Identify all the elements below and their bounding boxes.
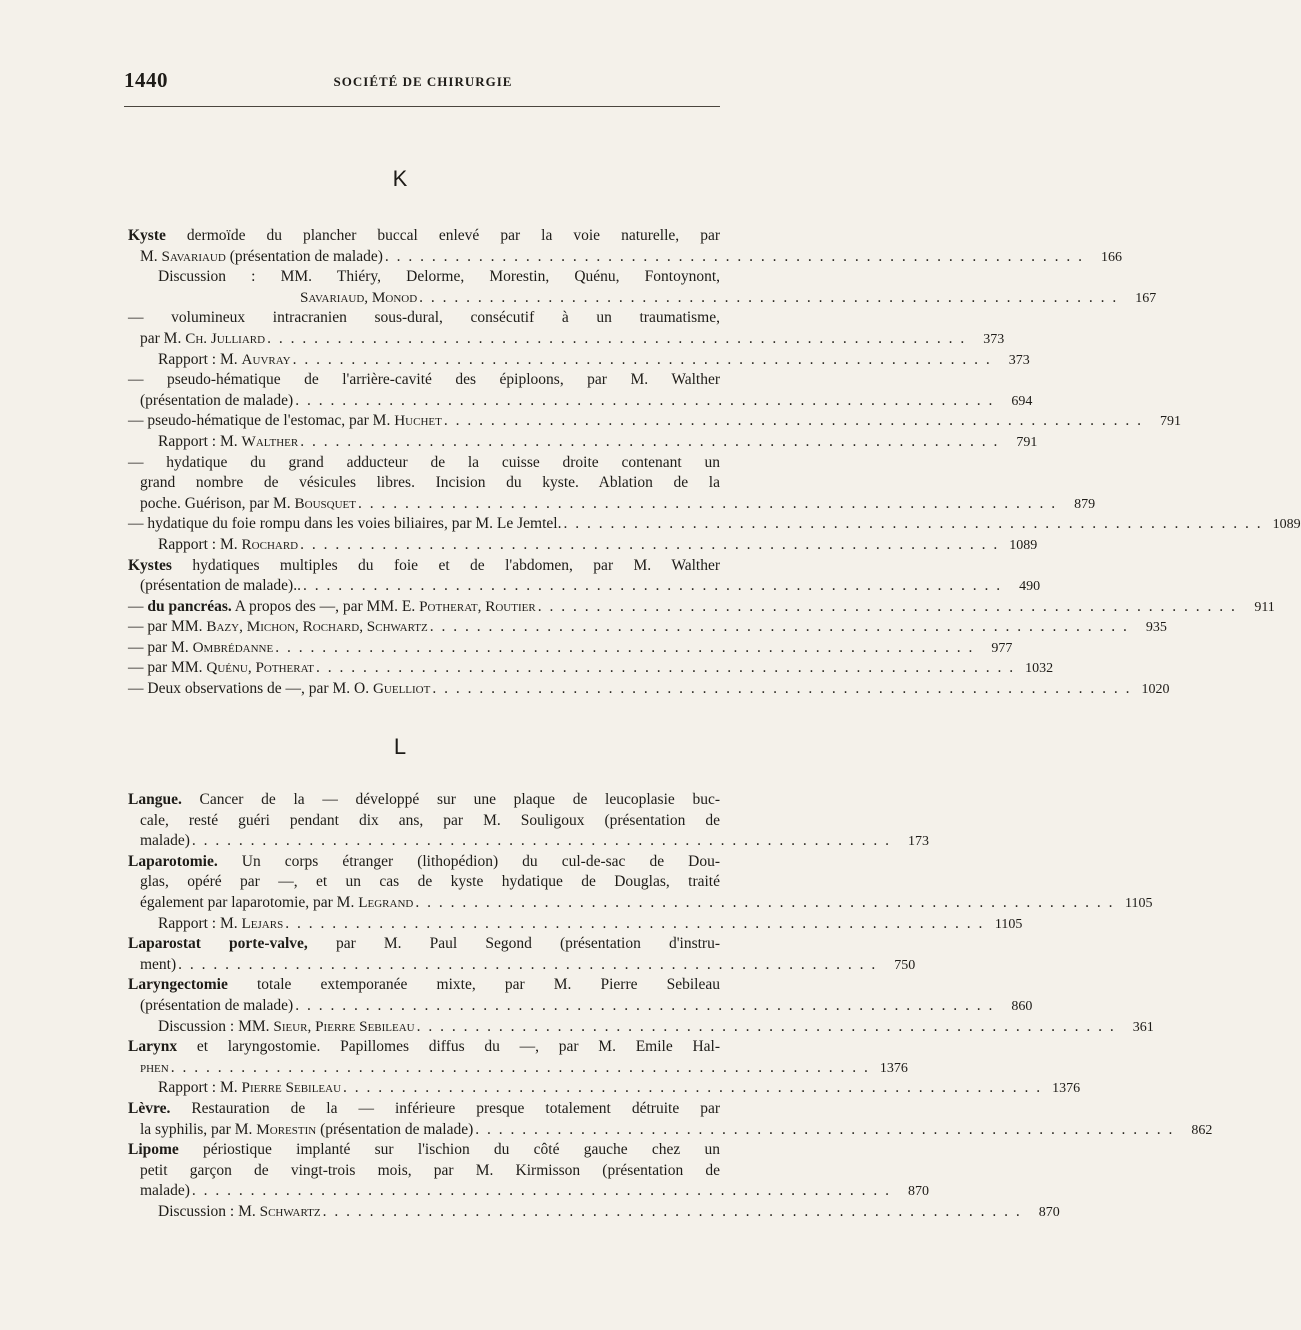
leader-dots: . . . . . . . . . . . . . . . . . . . . . . . . . . . . . . . . . . . . . . . . . . . . . . . . . . . . . . . . . . . .: [475, 1120, 1175, 1138]
index-line: malade) . . . . . . . . . . . . . . . . . . . . . . . . . . . . . . . . . . . . . . . . . . . . . . . . . . . . . . . . . . . . 870: [128, 1181, 720, 1202]
index-line: Kyste dermoïde du plancher buccal enlevé par la voie naturelle, par: [128, 227, 720, 244]
index-line: Rapport : M. Lejars . . . . . . . . . . . . . . . . . . . . . . . . . . . . . . . . . . . . . . . . . . . . . . . . . . . . . . . . . . . . 1105: [128, 914, 720, 935]
page-ref: 791: [1159, 414, 1181, 430]
page-ref: 935: [1145, 620, 1167, 636]
page-ref: 173: [908, 834, 930, 850]
index-line: — pseudo-hématique de l'arrière-cavité des épiploons, par M. Walther: [128, 371, 720, 389]
index-line: Kystes hydatiques multiples du foie et de l'abdomen, par M. Walther: [128, 556, 720, 574]
page-ref: 1376: [1052, 1081, 1081, 1097]
index-line: Discussion : M. Schwartz . . . . . . . . . . . . . . . . . . . . . . . . . . . . . . . . . . . . . . . . . . . . . . . . . . . . . . . . . . . . 870: [128, 1202, 720, 1223]
leader-dots: . . . . . . . . . . . . . . . . . . . . . . . . . . . . . . . . . . . . . . . . . . . . . . . . . . . . . . . . . . . .: [429, 618, 1129, 636]
index-line: Rapport : M. Walther . . . . . . . . . . . . . . . . . . . . . . . . . . . . . . . . . . . . . . . . . . . . . . . . . . . . . . . . . . . . 791: [128, 432, 720, 453]
index-line: — par MM. Quénu, Potherat . . . . . . . . . . . . . . . . . . . . . . . . . . . . . . . . . . . . . . . . . . . . . . . . . . . . . . . . . . . . 1032: [128, 658, 720, 679]
leader-dots: . . . . . . . . . . . . . . . . . . . . . . . . . . . . . . . . . . . . . . . . . . . . . . . . . . . . . . . . . . . .: [267, 329, 967, 347]
leader-dots: . . . . . . . . . . . . . . . . . . . . . . . . . . . . . . . . . . . . . . . . . . . . . . . . . . . . . . . . . . . .: [419, 288, 1119, 306]
leader-dots: . . . . . . . . . . . . . . . . . . . . . . . . . . . . . . . . . . . . . . . . . . . . . . . . . . . . . . . . . . . .: [292, 350, 992, 368]
page-ref: 860: [1011, 998, 1033, 1014]
header-rule: [124, 106, 720, 107]
page-ref: 490: [1019, 579, 1041, 595]
index-line: ment) . . . . . . . . . . . . . . . . . . . . . . . . . . . . . . . . . . . . . . . . . . . . . . . . . . . . . . . . . . . . 750: [128, 955, 720, 976]
page-number: 1440: [124, 68, 168, 92]
page-ref: 911: [1254, 599, 1275, 615]
leader-dots: . . . . . . . . . . . . . . . . . . . . . . . . . . . . . . . . . . . . . . . . . . . . . . . . . . . . . . . . . . . .: [178, 955, 878, 973]
page-ref: 167: [1135, 290, 1157, 306]
index-line: Discussion : MM. Sieur, Pierre Sebileau . . . . . . . . . . . . . . . . . . . . . . . . . . . . . . . . . . . . . . . . . . . . . . . . . . . . . . . . . . . . 361: [128, 1017, 720, 1038]
index-line: la syphilis, par M. Morestin (présentation de malade) . . . . . . . . . . . . . . . . . . . . . . . . . . . . . . . . . . . . . . . . . . . . . . . . . . . . . . . . . . . . 862: [128, 1120, 720, 1141]
index-line: (présentation de malade) . . . . . . . . . . . . . . . . . . . . . . . . . . . . . . . . . . . . . . . . . . . . . . . . . . . . . . . . . . . . 694: [128, 391, 720, 412]
index-line: glas, opéré par —, et un cas de kyste hydatique de Douglas, traité: [140, 873, 720, 891]
section-letter-k: K: [392, 166, 408, 191]
leader-dots: . . . . . . . . . . . . . . . . . . . . . . . . . . . . . . . . . . . . . . . . . . . . . . . . . . . . . . . . . . . .: [191, 832, 892, 850]
index-line: Rapport : M. Pierre Sebileau . . . . . . . . . . . . . . . . . . . . . . . . . . . . . . . . . . . . . . . . . . . . . . . . . . . . . . . . . . . . 1376: [128, 1078, 720, 1099]
index-line: également par laparotomie, par M. Legrand . . . . . . . . . . . . . . . . . . . . . . . . . . . . . . . . . . . . . . . . . . . . . . . . . . . . . . . . . . . . 1105: [128, 893, 720, 914]
leader-dots: . . . . . . . . . . . . . . . . . . . . . . . . . . . . . . . . . . . . . . . . . . . . . . . . . . . . . . . . . . . .: [295, 996, 995, 1014]
index-line: — hydatique du foie rompu dans les voies biliaires, par M. Le Jemtel. . . . . . . . . . . . . . . . . . . . . . . . . . . . . . . . . . . . . . . . . . . . . . . . . . . . . . . . . . . . . 1089: [128, 514, 720, 535]
index-line: — du pancréas. A propos des —, par MM. E. Potherat, Routier . . . . . . . . . . . . . . . . . . . . . . . . . . . . . . . . . . . . . . . . . . . . . . . . . . . . . . . . . . . . 911: [128, 597, 720, 618]
page-ref: 1089: [1272, 517, 1301, 533]
leader-dots: . . . . . . . . . . . . . . . . . . . . . . . . . . . . . . . . . . . . . . . . . . . . . . . . . . . . . . . . . . . .: [191, 1182, 892, 1200]
index-line: Rapport : M. Auvray . . . . . . . . . . . . . . . . . . . . . . . . . . . . . . . . . . . . . . . . . . . . . . . . . . . . . . . . . . . . 373: [128, 350, 720, 371]
index-line: par M. Ch. Julliard . . . . . . . . . . . . . . . . . . . . . . . . . . . . . . . . . . . . . . . . . . . . . . . . . . . . . . . . . . . . 373: [128, 329, 720, 350]
page-ref: 166: [1101, 249, 1123, 265]
leader-dots: . . . . . . . . . . . . . . . . . . . . . . . . . . . . . . . . . . . . . . . . . . . . . . . . . . . . . . . . . . . .: [275, 638, 975, 656]
page-ref: 1105: [994, 916, 1023, 932]
page-ref: 1032: [1025, 661, 1054, 677]
leader-dots: . . . . . . . . . . . . . . . . . . . . . . . . . . . . . . . . . . . . . . . . . . . . . . . . . . . . . . . . . . . .: [563, 515, 1263, 533]
leader-dots: . . . . . . . . . . . . . . . . . . . . . . . . . . . . . . . . . . . . . . . . . . . . . . . . . . . . . . . . . . . .: [415, 893, 1115, 911]
leader-dots: . . . . . . . . . . . . . . . . . . . . . . . . . . . . . . . . . . . . . . . . . . . . . . . . . . . . . . . . . . . .: [358, 494, 1058, 512]
page-ref: 750: [894, 957, 916, 973]
page-ref: 373: [983, 331, 1005, 347]
leader-dots: . . . . . . . . . . . . . . . . . . . . . . . . . . . . . . . . . . . . . . . . . . . . . . . . . . . . . . . . . . . .: [384, 247, 1085, 265]
leader-dots: . . . . . . . . . . . . . . . . . . . . . . . . . . . . . . . . . . . . . . . . . . . . . . . . . . . . . . . . . . . .: [537, 597, 1237, 615]
leader-dots: . . . . . . . . . . . . . . . . . . . . . . . . . . . . . . . . . . . . . . . . . . . . . . . . . . . . . . . . . . . .: [343, 1079, 1043, 1097]
index-line: poche. Guérison, par M. Bousquet . . . . . . . . . . . . . . . . . . . . . . . . . . . . . . . . . . . . . . . . . . . . . . . . . . . . . . . . . . . . 879: [128, 494, 720, 515]
index-line: — pseudo-hématique de l'estomac, par M. Huchet . . . . . . . . . . . . . . . . . . . . . . . . . . . . . . . . . . . . . . . . . . . . . . . . . . . . . . . . . . . . 791: [128, 411, 720, 432]
index-section-k: [128, 226, 1301, 700]
leader-dots: . . . . . . . . . . . . . . . . . . . . . . . . . . . . . . . . . . . . . . . . . . . . . . . . . . . . . . . . . . . .: [443, 412, 1143, 430]
page-ref: 879: [1074, 496, 1096, 512]
page-ref: 1089: [1009, 537, 1038, 553]
page-ref: 1376: [879, 1060, 908, 1076]
index-line: Larynx et laryngostomie. Papillomes diffus du —, par M. Emile Hal-: [128, 1038, 720, 1056]
index-section-l: [128, 790, 1213, 1222]
page-ref: 373: [1008, 352, 1030, 368]
index-line: Lèvre. Restauration de la — inférieure presque totalement détruite par: [128, 1099, 720, 1117]
leader-dots: . . . . . . . . . . . . . . . . . . . . . . . . . . . . . . . . . . . . . . . . . . . . . . . . . . . . . . . . . . . .: [302, 577, 1003, 595]
leader-dots: . . . . . . . . . . . . . . . . . . . . . . . . . . . . . . . . . . . . . . . . . . . . . . . . . . . . . . . . . . . .: [295, 391, 995, 409]
page-ref: 870: [1038, 1204, 1060, 1220]
index-line: grand nombre de vésicules libres. Incision du kyste. Ablation de la: [140, 474, 720, 492]
index-line: — hydatique du grand adducteur de la cuisse droite contenant un: [128, 453, 720, 471]
leader-dots: . . . . . . . . . . . . . . . . . . . . . . . . . . . . . . . . . . . . . . . . . . . . . . . . . . . . . . . . . . . .: [416, 1017, 1116, 1035]
index-line: malade) . . . . . . . . . . . . . . . . . . . . . . . . . . . . . . . . . . . . . . . . . . . . . . . . . . . . . . . . . . . . 173: [128, 831, 720, 852]
index-line: Laparostat porte-valve, par M. Paul Segond (présentation d'instru-: [128, 935, 720, 953]
index-line: — par MM. Bazy, Michon, Rochard, Schwartz . . . . . . . . . . . . . . . . . . . . . . . . . . . . . . . . . . . . . . . . . . . . . . . . . . . . . . . . . . . . 935: [128, 617, 720, 638]
index-line: — Deux observations de —, par M. O. Guelliot . . . . . . . . . . . . . . . . . . . . . . . . . . . . . . . . . . . . . . . . . . . . . . . . . . . . . . . . . . . . 1020: [128, 679, 720, 700]
page-ref: 870: [908, 1184, 930, 1200]
index-line: — par M. Ombrédanne . . . . . . . . . . . . . . . . . . . . . . . . . . . . . . . . . . . . . . . . . . . . . . . . . . . . . . . . . . . . 977: [128, 638, 720, 659]
leader-dots: . . . . . . . . . . . . . . . . . . . . . . . . . . . . . . . . . . . . . . . . . . . . . . . . . . . . . . . . . . . .: [170, 1058, 870, 1076]
page-ref: 361: [1132, 1019, 1154, 1035]
index-line: Discussion : MM. Thiéry, Delorme, Morestin, Quénu, Fontoynont,: [158, 268, 720, 286]
page-ref: 862: [1191, 1122, 1213, 1138]
index-line: Rapport : M. Rochard . . . . . . . . . . . . . . . . . . . . . . . . . . . . . . . . . . . . . . . . . . . . . . . . . . . . . . . . . . . . 1089: [128, 535, 720, 556]
page-ref: 1105: [1124, 895, 1153, 911]
leader-dots: . . . . . . . . . . . . . . . . . . . . . . . . . . . . . . . . . . . . . . . . . . . . . . . . . . . . . . . . . . . .: [316, 659, 1016, 677]
page-ref: 1020: [1141, 682, 1170, 698]
index-line: — volumineux intracranien sous-dural, consécutif à un traumatisme,: [128, 309, 720, 327]
index-line: Savariaud, Monod . . . . . . . . . . . . . . . . . . . . . . . . . . . . . . . . . . . . . . . . . . . . . . . . . . . . . . . . . . . . 167: [128, 288, 720, 309]
leader-dots: . . . . . . . . . . . . . . . . . . . . . . . . . . . . . . . . . . . . . . . . . . . . . . . . . . . . . . . . . . . .: [285, 914, 985, 932]
index-line: M. Savariaud (présentation de malade) . . . . . . . . . . . . . . . . . . . . . . . . . . . . . . . . . . . . . . . . . . . . . . . . . . . . . . . . . . . . 166: [128, 247, 720, 268]
leader-dots: . . . . . . . . . . . . . . . . . . . . . . . . . . . . . . . . . . . . . . . . . . . . . . . . . . . . . . . . . . . .: [432, 680, 1132, 698]
index-line: Laryngectomie totale extemporanée mixte, par M. Pierre Sebileau: [128, 976, 720, 994]
page-ref: 977: [991, 640, 1013, 656]
leader-dots: . . . . . . . . . . . . . . . . . . . . . . . . . . . . . . . . . . . . . . . . . . . . . . . . . . . . . . . . . . . .: [322, 1202, 1022, 1220]
leader-dots: . . . . . . . . . . . . . . . . . . . . . . . . . . . . . . . . . . . . . . . . . . . . . . . . . . . . . . . . . . . .: [300, 535, 1000, 553]
running-head: SOCIÉTÉ DE CHIRURGIE: [333, 74, 513, 89]
leader-dots: . . . . . . . . . . . . . . . . . . . . . . . . . . . . . . . . . . . . . . . . . . . . . . . . . . . . . . . . . . . .: [300, 432, 1000, 450]
page-ref: 791: [1016, 434, 1038, 450]
index-line: petit garçon de vingt-trois mois, par M. Kirmisson (présentation de: [140, 1161, 720, 1179]
index-line: cale, resté guéri pendant dix ans, par M. Souligoux (présentation de: [140, 811, 720, 829]
index-line: Langue. Cancer de la — développé sur une plaque de leucoplasie buc-: [128, 791, 720, 808]
index-line: (présentation de malade) . . . . . . . . . . . . . . . . . . . . . . . . . . . . . . . . . . . . . . . . . . . . . . . . . . . . . . . . . . . . 860: [128, 996, 720, 1017]
index-line: (présentation de malade).. . . . . . . . . . . . . . . . . . . . . . . . . . . . . . . . . . . . . . . . . . . . . . . . . . . . . . . . . . . . . 490: [128, 576, 720, 597]
page-ref: 694: [1011, 393, 1033, 409]
section-letter-l: L: [393, 734, 407, 759]
index-line: Laparotomie. Un corps étranger (lithopédion) du cul-de-sac de Dou-: [128, 852, 720, 870]
index-line: Lipome périostique implanté sur l'ischion du côté gauche chez un: [128, 1141, 720, 1159]
index-line: phen . . . . . . . . . . . . . . . . . . . . . . . . . . . . . . . . . . . . . . . . . . . . . . . . . . . . . . . . . . . . 1376: [128, 1058, 720, 1079]
